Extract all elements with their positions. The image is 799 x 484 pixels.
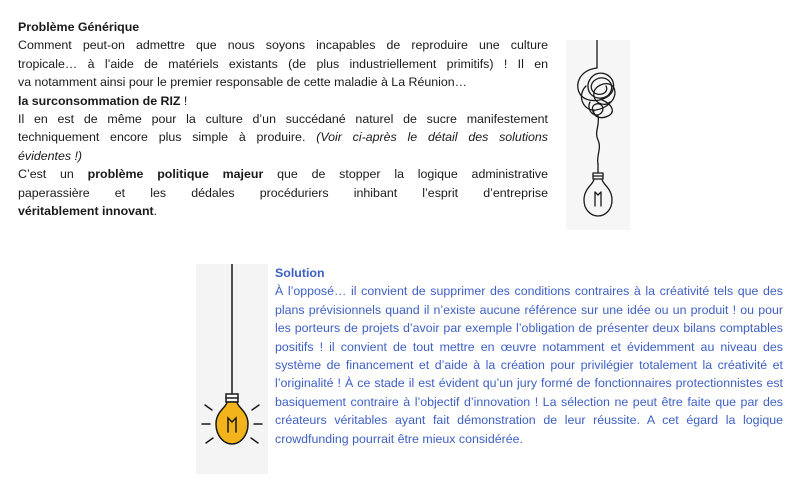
problem-p3-line3 [18,202,548,220]
problem-p3-line2: paperassière et les dédales procéduriers inhibant l’esprit d’entreprise [18,185,548,200]
problem-p2-line1: Il en est de même pour la culture d’un succédané naturel de sucre manifestement [18,112,548,127]
lit-bulb-icon [196,264,268,474]
problem-paragraph-2 [18,110,548,165]
problem-p2-line3 [18,147,548,165]
problem-heading: Problème Générique [18,20,140,34]
tangled-bulb-icon [566,40,630,230]
problem-p3-end: . [153,204,158,219]
problem-p1-end: ! [180,93,188,108]
problem-paragraph-3 [18,165,548,220]
truly-innovative: véritablement innovant [18,204,154,219]
problem-p1-line3: va notamment ainsi pour le premier responsable de cette maladie à La Réunion… [18,75,468,90]
problem-p2-line2 [18,128,548,146]
solution-section [275,264,783,448]
solution-paragraph: À l’opposé… il convient de supprimer des conditions contraires à la créativité tels que des plans prévisionnels quand il n’existe aucune référence sur une idée ou un produit ! ou pour les porteurs de projets d’avoir par exemple l’obligation de présenter deux bilans comptables positifs ! il convient de tout mettre en œuvre notamment et évidemment au niveau des système de financement et d’aide à la création pour privilégier totalement la créativité et l’originalité ! À ce stade il est évident qu’un jury formé de fonctionnaires protectionnistes est basiquement contraire à l’objectif d’innovation ! La sélection ne peut être faite que par des créateurs véritables ayant fait démonstration de leur réussite. A cet égard la logique crowdfunding pourrait être mieux considérée. [275,284,783,446]
problem-p1-line4 [18,92,548,110]
problem-p1-line1: Comment peut-on admettre que nous soyons incapables de reproduire une culture [18,38,548,53]
political-problem: problème politique majeur [87,167,264,182]
tangled-bulb-illustration [566,40,630,230]
lit-bulb-illustration [196,264,268,474]
problem-p2-italic1: (Voir ci-après le détail des solutions [316,130,548,145]
problem-p3-b: que de stopper la logique administrative [263,167,548,182]
problem-p2-text: techniquement encore plus simple à produire. [18,130,317,145]
problem-p2-italic2: évidentes !) [18,148,83,163]
rice-overconsumption: la surconsommation de RIZ [18,93,181,108]
problem-p3-a: C’est un [18,167,88,182]
problem-section [18,18,548,220]
problem-paragraph-1 [18,36,548,110]
problem-p1-line2: tropicale… à l’aide de matériels existants (de plus industriellement primitifs) ! Il en [18,56,548,71]
problem-p3-line1 [18,165,548,183]
solution-heading: Solution [275,266,325,280]
